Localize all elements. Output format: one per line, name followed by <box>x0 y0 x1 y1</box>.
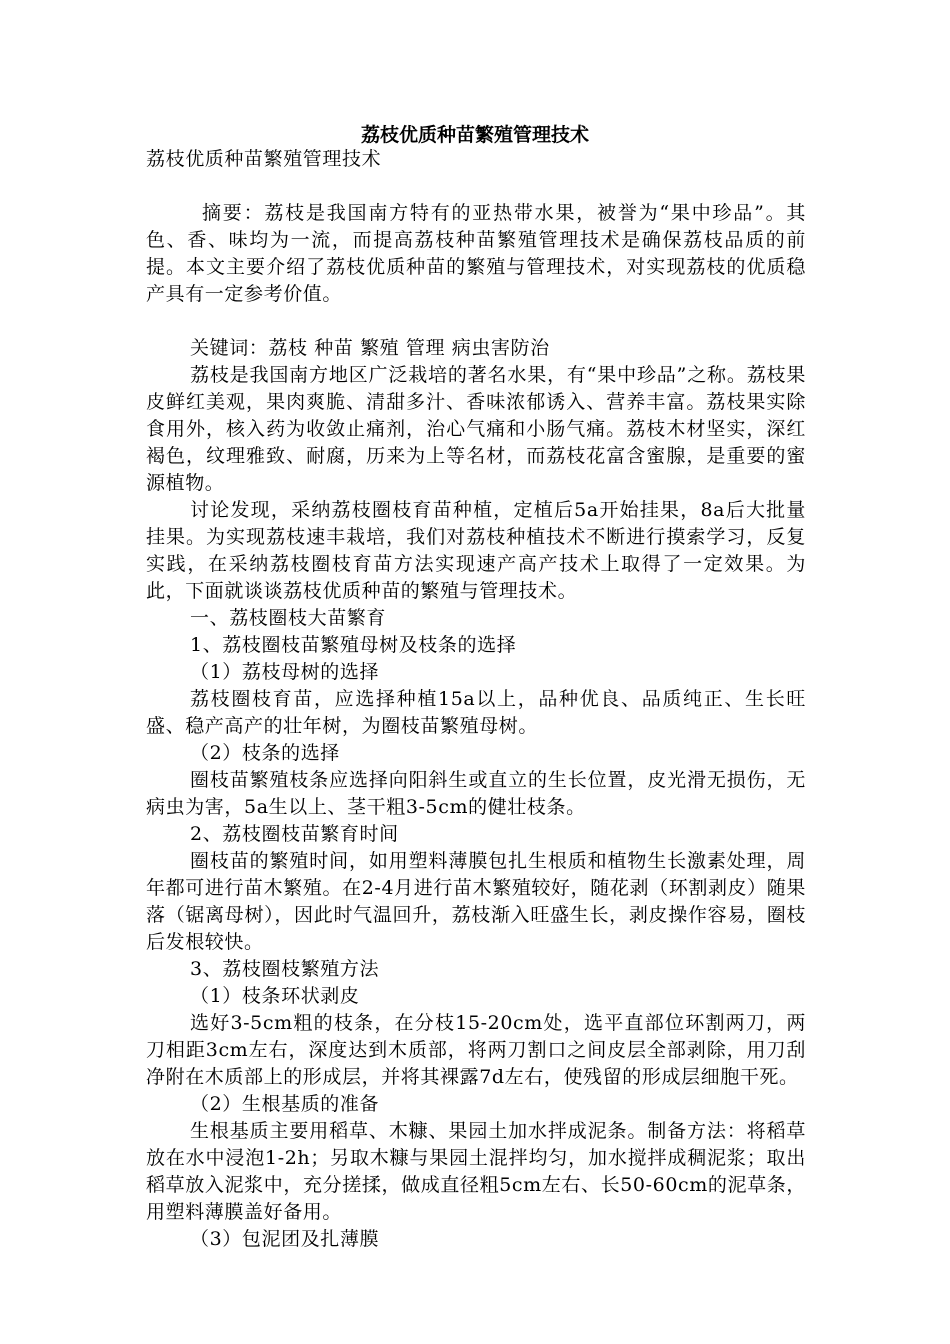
body-paragraph: 荔枝圈枝育苗，应选择种植15a以上，品种优良、品质纯正、生长旺盛、稳产高产的壮年树，为圈枝苗繁殖母树。 <box>146 688 806 737</box>
item-heading: （2）枝条的选择 <box>190 742 340 764</box>
body-paragraph: 生根基质主要用稻草、木糠、果园土加水拌成泥条。制备方法：将稻草放在水中浸泡1-2h；另取木糠与果园土混拌均匀，加水搅拌成稠泥浆；取出稻草放入泥浆中，充分搓揉，做成直径粗5cm左右、长50-60cm的泥草条，用塑料薄膜盖好备用。 <box>146 1120 806 1223</box>
body-paragraph: 圈枝苗的繁殖时间，如用塑料薄膜包扎生根质和植物生长激素处理，周年都可进行苗木繁殖。在2-4月进行苗木繁殖较好，随花剥（环割剥皮）随果落（锯离母树），因此时气温回升，荔枝渐入旺盛生长，剥皮操作容易，圈枝后发根较快。 <box>146 850 806 953</box>
document-title: 荔枝优质种苗繁殖管理技术 <box>360 124 589 146</box>
keywords-line: 关键词：荔枝 种苗 繁殖 管理 病虫害防治 <box>190 337 550 359</box>
abstract-paragraph: 摘要：荔枝是我国南方特有的亚热带水果，被誉为“果中珍品”。其色、香、味均为一流，而提高荔枝种苗繁殖管理技术是确保荔枝品质的前提。本文主要介绍了荔枝优质种苗的繁殖与管理技术，对实现荔枝的优质稳产具有一定参考价值。 <box>146 202 806 305</box>
body-paragraph: 选好3-5cm粗的枝条，在分枝15-20cm处，选平直部位环割两刀，两刀相距3cm左右，深度达到木质部，将两刀割口之间皮层全部剥除，用刀刮净附在木质部上的形成层，并将其裸露7d左右，使残留的形成层细胞干死。 <box>146 1012 806 1088</box>
item-heading: （2）生根基质的准备 <box>190 1093 380 1115</box>
subsection-heading: 2、荔枝圈枝苗繁育时间 <box>190 823 399 845</box>
section-heading: 一、荔枝圈枝大苗繁育 <box>190 607 387 629</box>
discussion-paragraph: 讨论发现，采纳荔枝圈枝育苗种植，定植后5a开始挂果，8a后大批量挂果。为实现荔枝速丰栽培，我们对荔枝种植技术不断进行摸索学习，反复实践，在采纳荔枝圈枝育苗方法实现速产高产技术上取得了一定效果。为此，下面就谈谈荔枝优质种苗的繁殖与管理技术。 <box>146 499 806 602</box>
body-paragraph: 圈枝苗繁殖枝条应选择向阳斜生或直立的生长位置，皮光滑无损伤，无病虫为害，5a生以上、茎干粗3-5cm的健壮枝条。 <box>146 769 806 818</box>
subsection-heading: 1、荔枝圈枝苗繁殖母树及枝条的选择 <box>190 634 517 656</box>
item-heading: （1）荔枝母树的选择 <box>190 661 380 683</box>
document-body <box>146 146 806 1253</box>
intro-paragraph: 荔枝是我国南方地区广泛栽培的著名水果，有“果中珍品”之称。荔枝果皮鲜红美观，果肉爽脆、清甜多汁、香味浓郁诱入、营养丰富。荔枝果实除食用外，核入药为收敛止痛剂，治心气痛和小肠气痛。荔枝木材坚实，深红褐色，纹理雅致、耐腐，历来为上等名材，而荔枝花富含蜜腺，是重要的蜜源植物。 <box>146 364 806 494</box>
item-heading: （1）枝条环状剥皮 <box>190 985 360 1007</box>
item-heading: （3）包泥团及扎薄膜 <box>190 1228 380 1250</box>
subsection-heading: 3、荔枝圈枝繁殖方法 <box>190 958 380 980</box>
document-subtitle: 荔枝优质种苗繁殖管理技术 <box>146 148 382 170</box>
